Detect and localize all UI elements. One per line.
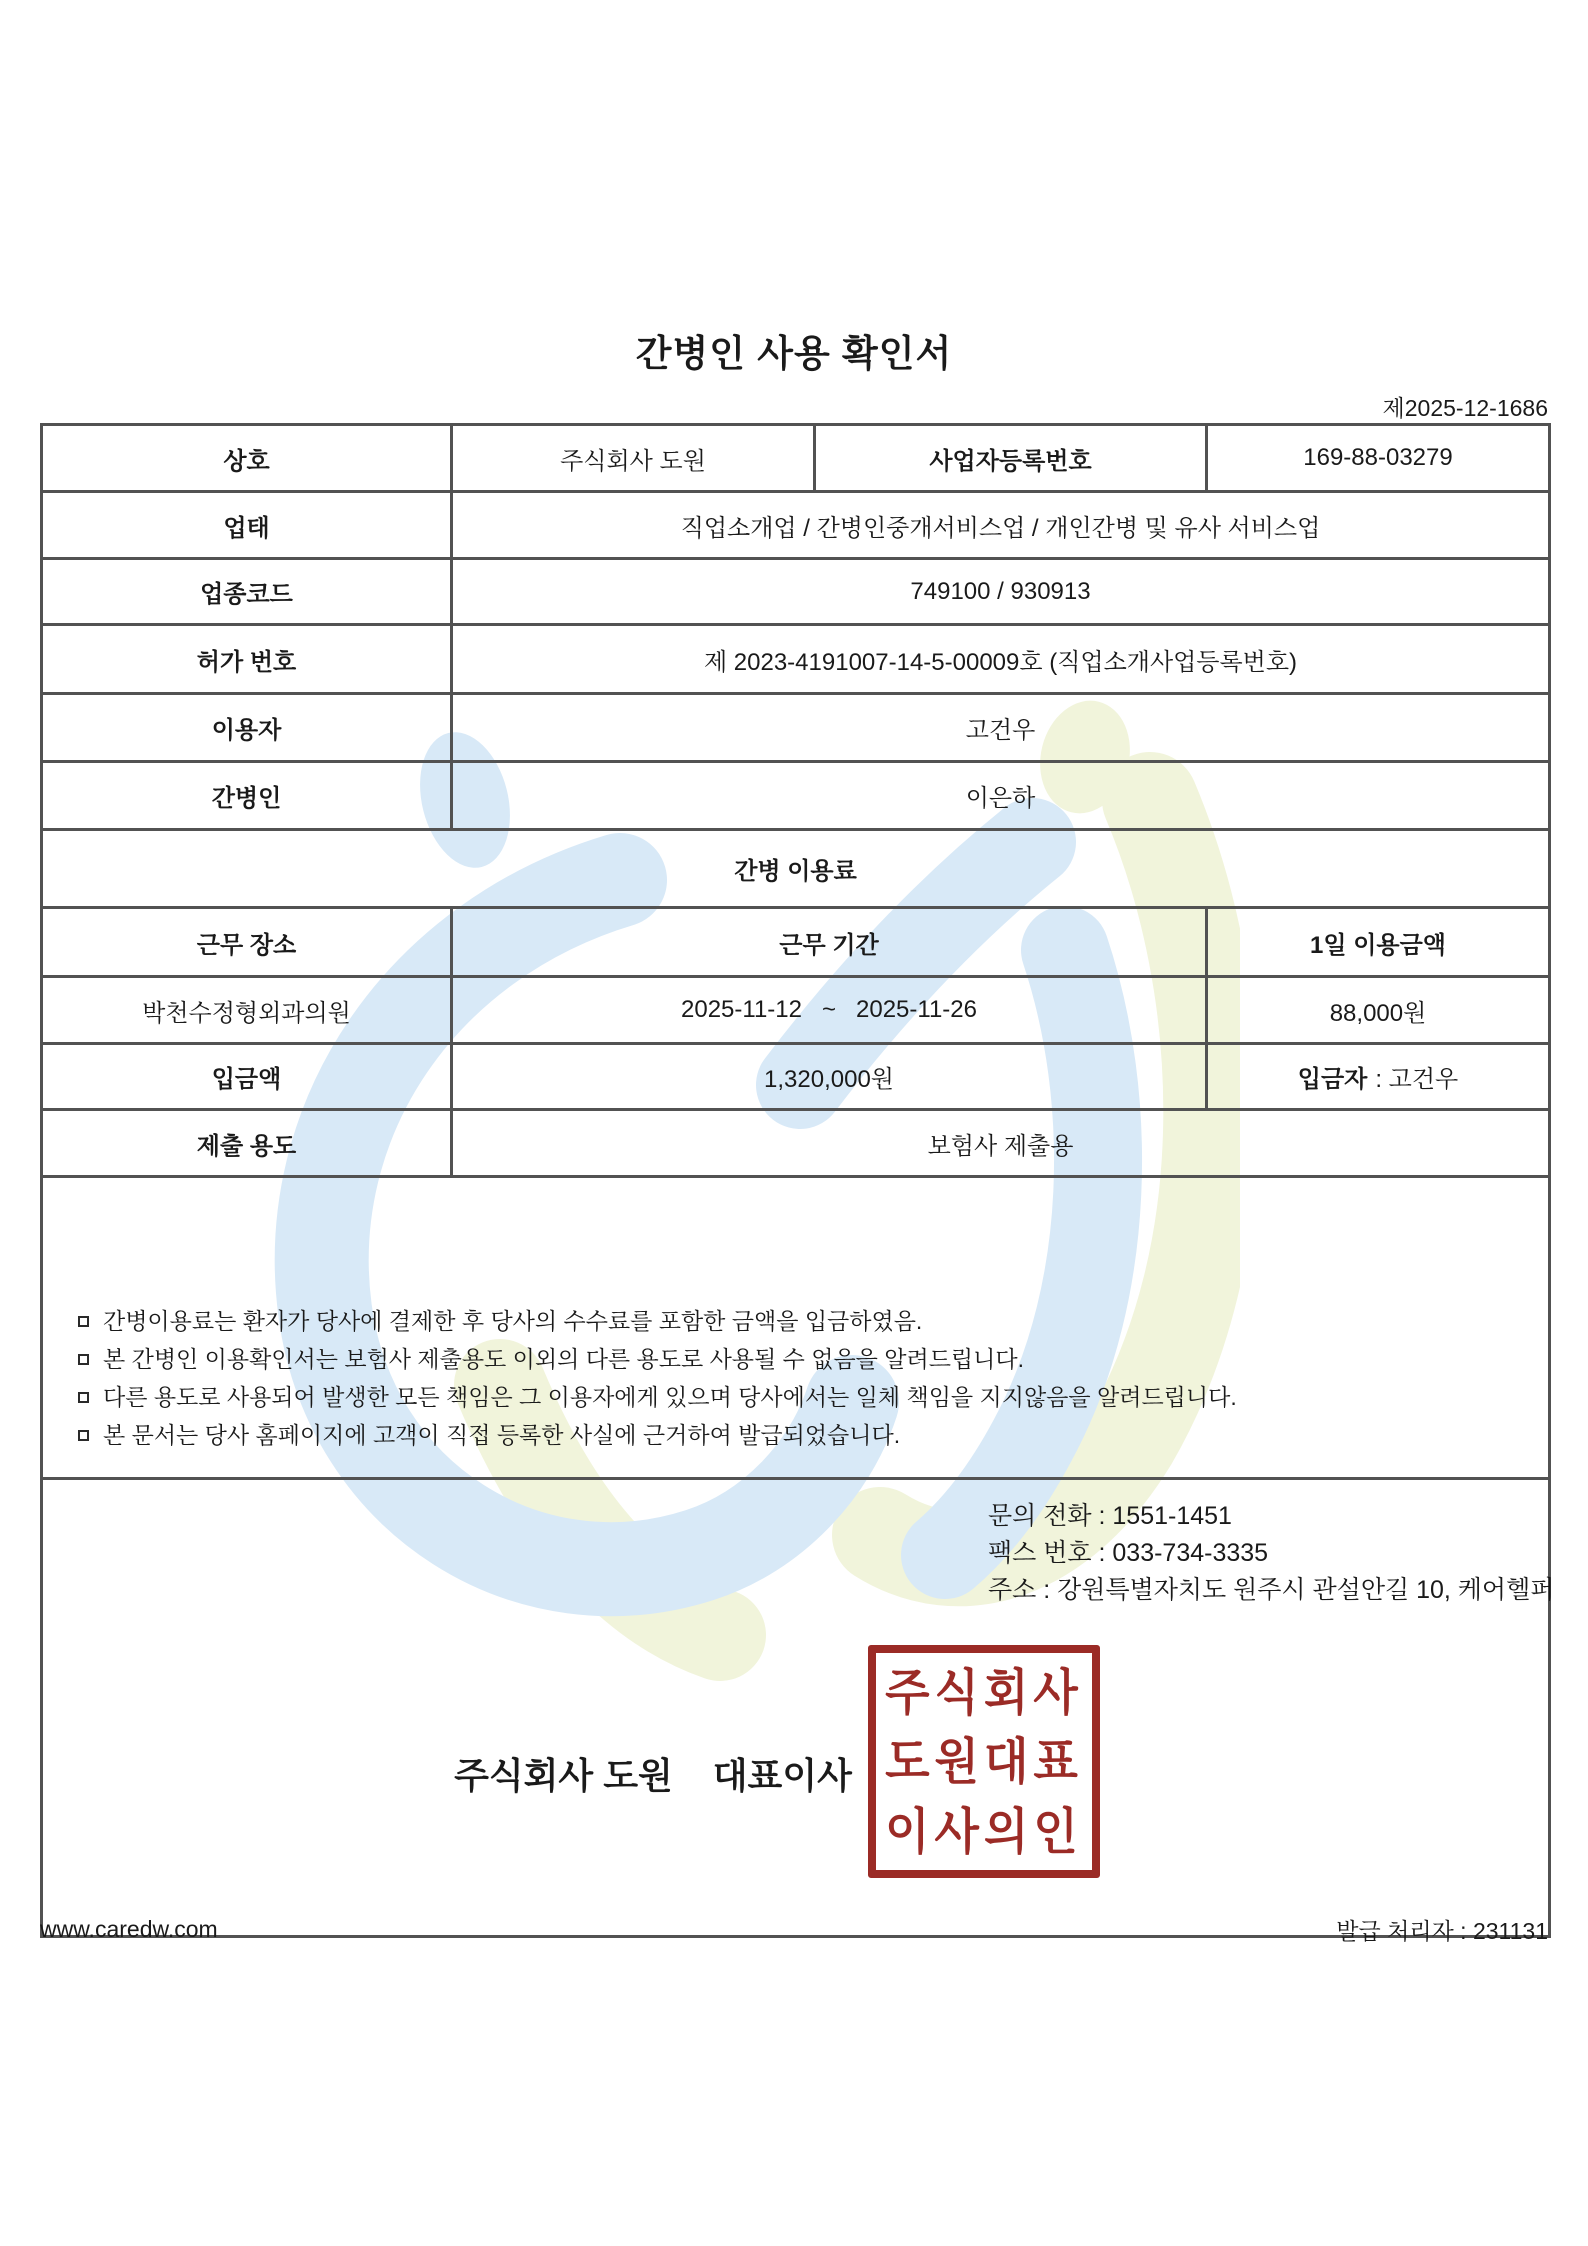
note-text: 본 문서는 당사 홈페이지에 고객이 직접 등록한 사실에 근거하여 발급되었습니다. [103,1421,901,1448]
biztype-label: 업태 [42,492,452,559]
purpose-label: 제출 용도 [42,1110,452,1177]
note-text: 본 간병인 이용확인서는 보험사 제출용도 이외의 다른 용도로 사용될 수 없음을 알려드립니다. [103,1345,1024,1372]
payer-label: 입금자 [1297,1066,1368,1093]
note-item [78,1416,1518,1454]
period-header: 근무 기간 [452,908,1207,977]
website-url: www.caredw.com [40,1916,218,1942]
bizcode-value: 749100 / 930913 [452,559,1550,625]
contact-fax: 팩스 번호 : 033-734-3335 [988,1539,1269,1567]
seal-text-line: 주식회사 [885,1663,1083,1720]
payer-cell [1207,1044,1550,1110]
biznum-label: 사업자등록번호 [815,425,1207,492]
table-row-purpose [42,1110,1550,1177]
table-row-bizcode [42,559,1550,625]
contact-block [988,1498,1554,1609]
bizcode-label: 업종코드 [42,559,452,625]
deposit-value: 1,320,000원 [452,1044,1207,1110]
note-item [78,1302,1518,1340]
document-number: 제2025-12-1686 [1382,395,1548,421]
table-row-signature [42,1479,1550,1937]
period-value: 2025-11-12 ~ 2025-11-26 [452,977,1207,1044]
company-value: 주식회사 도원 [452,425,815,492]
square-bullet-icon [78,1430,89,1441]
table-row-user [42,694,1550,762]
seal-text-line: 도원대표 [885,1733,1083,1790]
biztype-value: 직업소개업 / 간병인중개서비스업 / 개인간병 및 유사 서비스업 [452,492,1550,559]
seal-text-line: 이사의인 [885,1803,1083,1860]
table-row-fee-headers [42,908,1550,977]
license-label: 허가 번호 [42,625,452,694]
note-item [78,1378,1518,1416]
place-header: 근무 장소 [42,908,452,977]
company-signature-text: 주식회사 도원 대표이사 [454,1755,852,1796]
biznum-value: 169-88-03279 [1207,425,1550,492]
square-bullet-icon [78,1354,89,1365]
place-value: 박천수정형외과의원 [42,977,452,1044]
daily-header: 1일 이용금액 [1207,908,1550,977]
note-item [78,1340,1518,1378]
table-row-biztype [42,492,1550,559]
table-row-fee-data [42,977,1550,1044]
company-label: 상호 [42,425,452,492]
issuer-id: 발급 처리자 : 231131 [1336,1918,1548,1944]
deposit-label: 입금액 [42,1044,452,1110]
square-bullet-icon [78,1316,89,1327]
notes-cell [42,1177,1550,1479]
page-title: 간병인 사용 확인서 [635,333,953,374]
corporate-seal-stamp [868,1645,1100,1878]
payer-value: : 고건우 [1375,1066,1459,1093]
table-row-caregiver [42,762,1550,830]
note-text: 간병이용료는 환자가 당사에 결제한 후 당사의 수수료를 포함한 금액을 입금하였음. [103,1307,923,1334]
table-row-company [42,425,1550,492]
contact-address: 주소 : 강원특별자치도 원주시 관설안길 10, 케어헬퍼 [988,1576,1555,1604]
purpose-value: 보험사 제출용 [452,1110,1550,1177]
square-bullet-icon [78,1392,89,1403]
page-footer [40,1913,1548,1946]
daily-value: 88,000원 [1207,977,1550,1044]
table-row-deposit [42,1044,1550,1110]
license-value: 제 2023-4191007-14-5-00009호 (직업소개사업등록번호) [452,625,1550,694]
signature-cell [42,1479,1555,1937]
confirmation-table [40,423,1555,1938]
contact-phone: 문의 전화 : 1551-1451 [988,1502,1232,1530]
user-value: 고건우 [452,694,1550,762]
table-row-license [42,625,1550,694]
table-row-fee-title [42,830,1550,908]
fee-section-title: 간병 이용료 [42,830,1550,908]
caregiver-value: 이은하 [452,762,1550,830]
caregiver-label: 간병인 [42,762,452,830]
note-text: 다른 용도로 사용되어 발생한 모든 책임은 그 이용자에게 있으며 당사에서는 일체 책임을 지지않음을 알려드립니다. [103,1383,1237,1410]
user-label: 이용자 [42,694,452,762]
table-row-notes [42,1177,1550,1479]
